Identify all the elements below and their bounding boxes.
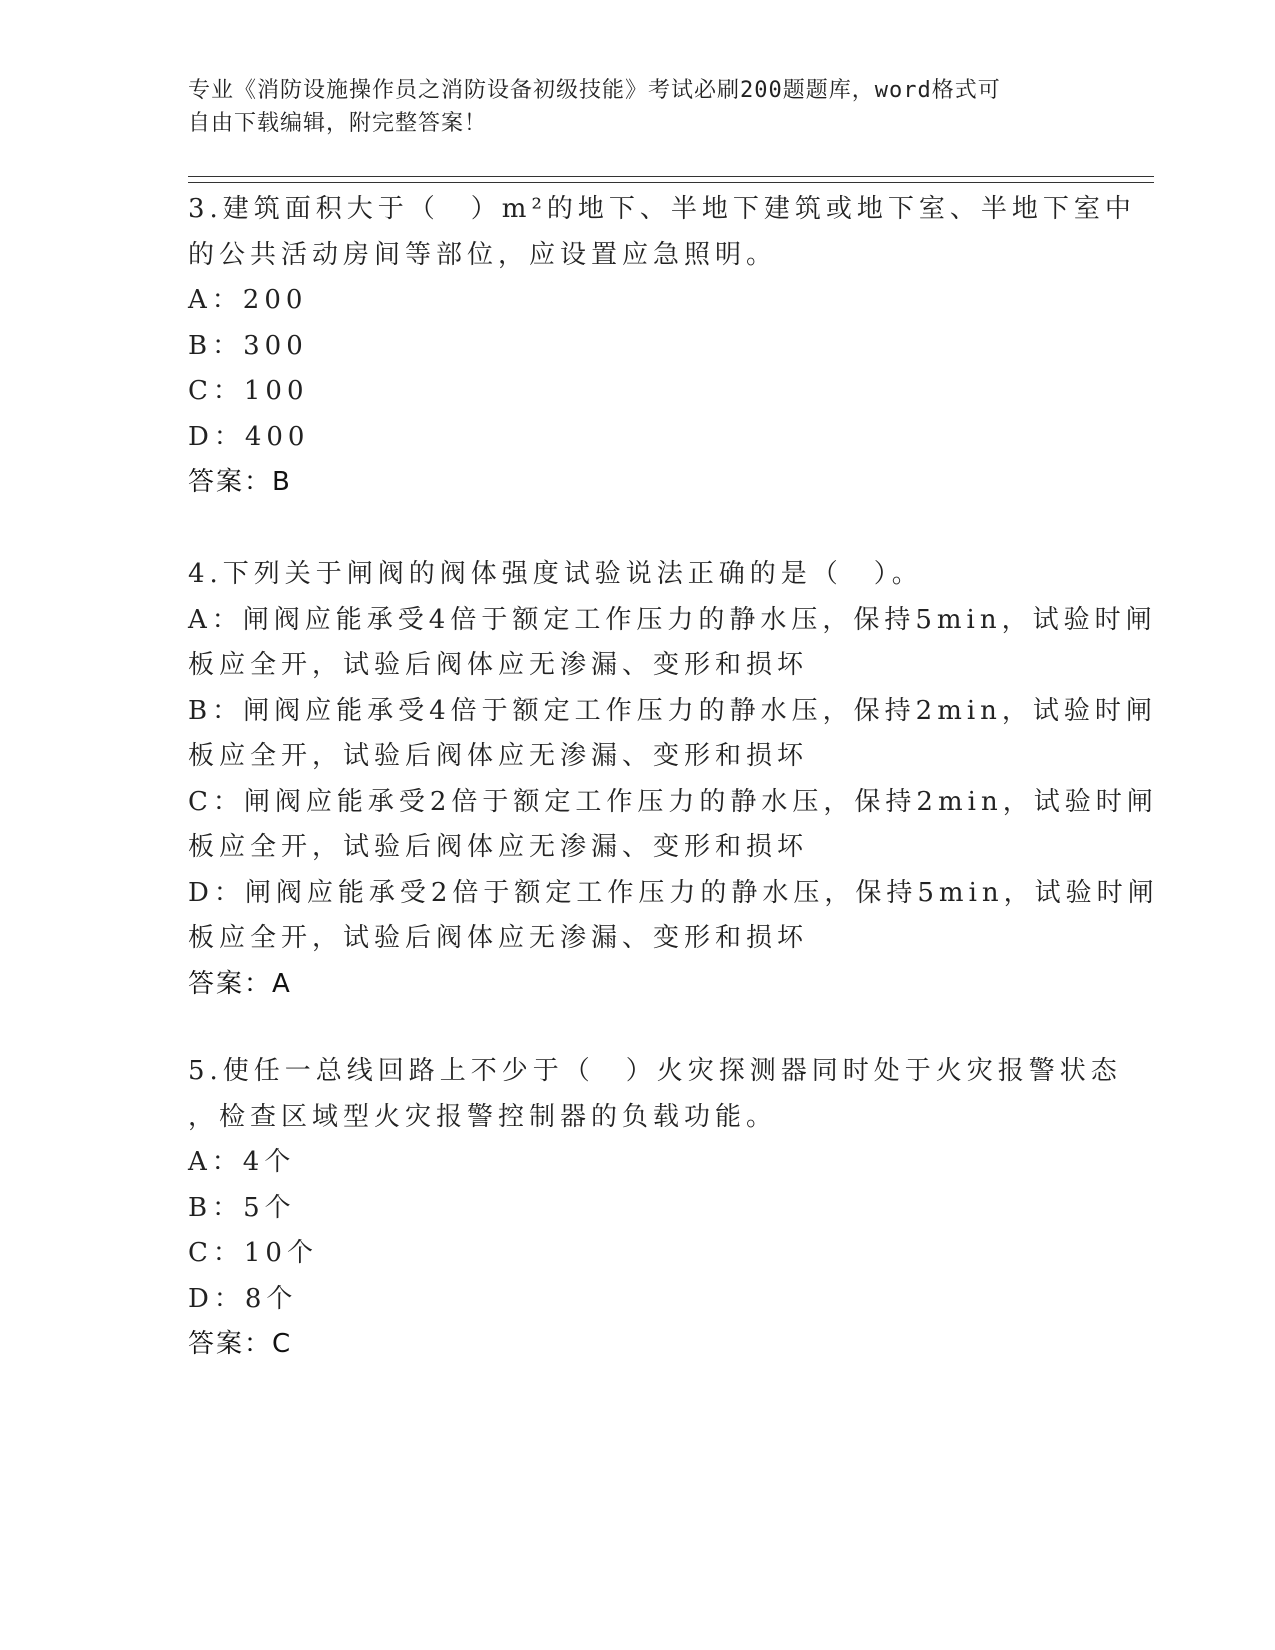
option-b: B：5个 [188,1192,296,1223]
option-a: A：4个 [188,1147,296,1177]
question-stem-line: 的公共活动房间等部位，应设置应急照明。 [188,239,778,270]
option-b: B：300 [188,330,308,361]
option-d: D：400 [188,421,310,452]
question-stem-line: 4.下列关于闸阀的阀体强度试验说法正确的是（ ）。 [188,559,923,589]
option-d-continued: 板应全开，试验后阀体应无渗漏、变形和损坏 [188,923,809,953]
question-stem-line: 5.使任一总线回路上不少于（ ）火灾探测器同时处于火灾报警状态 [188,1056,1122,1086]
question-stem-line: 3.建筑面积大于（ ）m²的地下、半地下建筑或地下室、半地下室中 [188,194,1136,224]
answer-text: 答案：A [188,968,292,999]
answer-text: 答案：C [188,1329,293,1359]
option-c: C：100 [188,376,309,406]
option-a: A：闸阀应能承受4倍于额定工作压力的静水压，保持5min，试验时闸 [188,604,1157,635]
question-5 [188,1049,1122,1368]
option-a: A：200 [188,285,308,315]
option-d: D：8个 [188,1283,298,1314]
header-divider [188,176,1154,183]
option-c: C：10个 [188,1238,318,1268]
question-4 [188,552,1159,1007]
document-header [188,74,1068,140]
option-b-continued: 板应全开，试验后阀体应无渗漏、变形和损坏 [188,741,809,771]
option-b: B：闸阀应能承受4倍于额定工作压力的静水压，保持2min，试验时闸 [188,695,1157,726]
option-a-continued: 板应全开，试验后阀体应无渗漏、变形和损坏 [188,650,809,680]
header-line-2: 自由下载编辑，附完整答案！ [188,111,488,136]
answer-text: 答案：B [188,467,292,497]
question-3 [188,187,1136,506]
header-line-1: 专业《消防设施操作员之消防设备初级技能》考试必刷200题题库，word格式可 [188,78,1001,103]
option-c-continued: 板应全开，试验后阀体应无渗漏、变形和损坏 [188,832,809,862]
option-d: D：闸阀应能承受2倍于额定工作压力的静水压，保持5min，试验时闸 [188,877,1159,908]
question-stem-line: ，检查区域型火灾报警控制器的负载功能。 [188,1101,778,1132]
option-c: C：闸阀应能承受2倍于额定工作压力的静水压，保持2min，试验时闸 [188,786,1158,817]
